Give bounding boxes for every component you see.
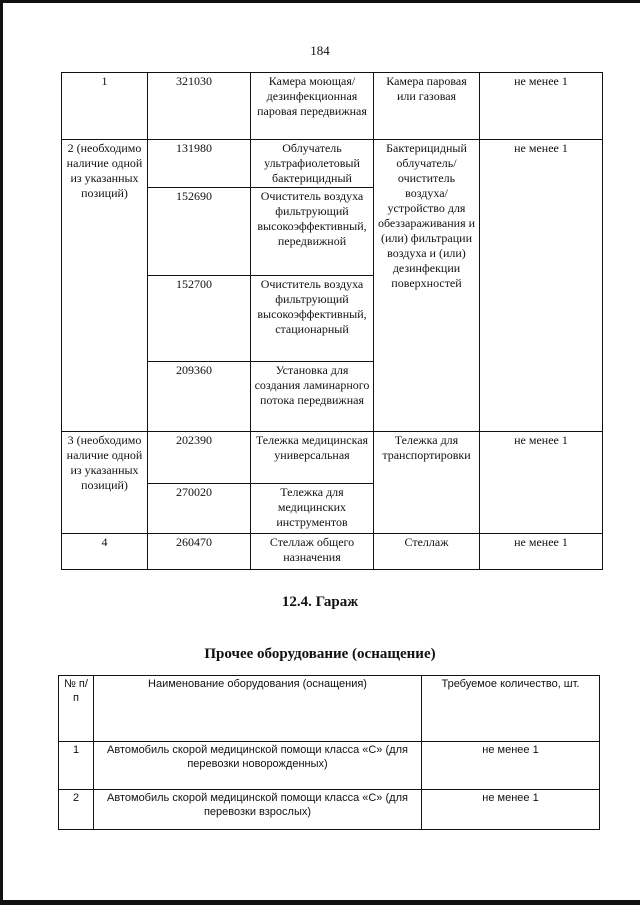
header-number: № п/п [59, 676, 94, 742]
group-number: 4 [62, 534, 148, 570]
row-name: Автомобиль скорой медицинской помощи класса «С» (для перевозки новорожденных) [94, 742, 422, 790]
table-row [62, 73, 603, 140]
item-type: Камера паровая или газовая [374, 73, 480, 140]
item-code: 202390 [148, 432, 251, 484]
item-code: 270020 [148, 484, 251, 534]
item-quantity: не менее 1 [480, 534, 603, 570]
item-name: Очиститель воздуха фильтрующий высокоэффективный, стационарный [251, 276, 374, 362]
header-name: Наименование оборудования (оснащения) [94, 676, 422, 742]
row-number: 2 [59, 790, 94, 830]
item-quantity: не менее 1 [480, 73, 603, 140]
item-name: Камера моющая/ дезинфекционная паровая передвижная [251, 73, 374, 140]
item-name: Тележка медицинская универсальная [251, 432, 374, 484]
item-code: 152700 [148, 276, 251, 362]
row-name: Автомобиль скорой медицинской помощи класса «С» (для перевозки взрослых) [94, 790, 422, 830]
table-header-row [59, 676, 600, 742]
scan-border-top [0, 0, 640, 3]
item-name: Очиститель воздуха фильтрующий высокоэффективный, передвижной [251, 188, 374, 276]
item-code: 152690 [148, 188, 251, 276]
item-type: Тележка для транспортировки [374, 432, 480, 534]
table-row [62, 534, 603, 570]
garage-equipment-table [58, 675, 600, 830]
section-title: 12.4. Гараж [281, 594, 359, 610]
item-type: Стеллаж [374, 534, 480, 570]
item-code: 131980 [148, 140, 251, 188]
scan-border-left [0, 0, 3, 905]
item-code: 321030 [148, 73, 251, 140]
item-quantity: не менее 1 [480, 432, 603, 534]
group-number: 2 (необходимо наличие одной из указанных позиций) [62, 140, 148, 432]
row-quantity: не менее 1 [422, 790, 600, 830]
item-code: 209360 [148, 362, 251, 432]
scan-border-bottom [0, 900, 640, 905]
item-code: 260470 [148, 534, 251, 570]
group-number: 3 (необходимо наличие одной из указанных позиций) [62, 432, 148, 534]
group-number: 1 [62, 73, 148, 140]
header-quantity: Требуемое количество, шт. [422, 676, 600, 742]
row-number: 1 [59, 742, 94, 790]
row-quantity: не менее 1 [422, 742, 600, 790]
item-quantity: не менее 1 [480, 140, 603, 432]
item-type: Бактерицидный облучатель/ очиститель воздуха/ устройство для обеззараживания и (или) фильтрации воздуха и (или) дезинфекции поверхностей [374, 140, 480, 432]
item-name: Облучатель ультрафиолетовый бактерицидный [251, 140, 374, 188]
table-row [62, 140, 603, 188]
table-row [59, 790, 600, 830]
item-name: Установка для создания ламинарного потока передвижная [251, 362, 374, 432]
item-name: Стеллаж общего назначения [251, 534, 374, 570]
page-number: 184 [310, 43, 330, 58]
table-row [59, 742, 600, 790]
equipment-requirements-table [61, 72, 603, 570]
table-row [62, 432, 603, 484]
item-name: Тележка для медицинских инструментов [251, 484, 374, 534]
subsection-title: Прочее оборудование (оснащение) [204, 646, 436, 662]
